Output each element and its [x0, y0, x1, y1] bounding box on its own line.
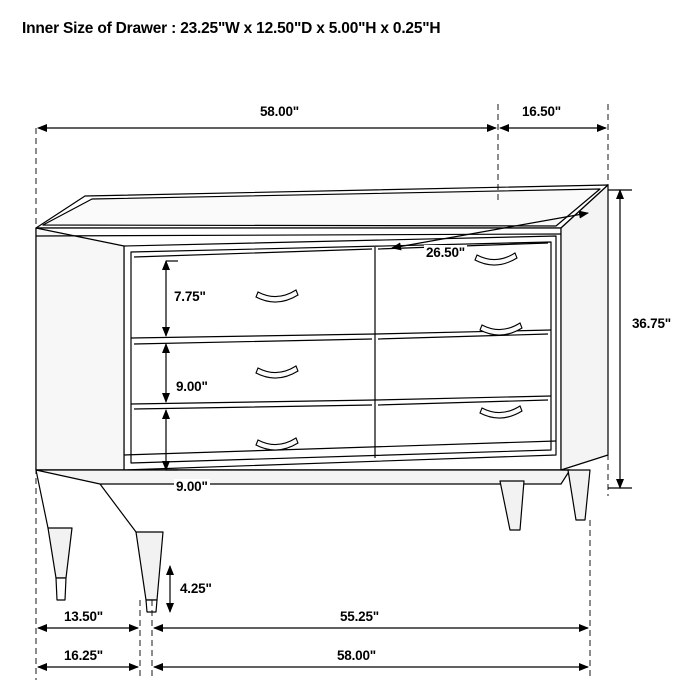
dimension-label-top-right-depth: 16.50"	[522, 104, 561, 119]
dimension-label-leg-height: 4.25"	[180, 581, 212, 596]
dimension-label-top-width: 58.00"	[260, 104, 299, 119]
dimension-label-drawer-inner-depth: 26.50"	[426, 245, 465, 260]
dimension-label-base-width: 55.25"	[340, 609, 379, 624]
dimension-label-overall-height: 36.75"	[632, 316, 671, 331]
dimension-label-left-foot-offset: 13.50"	[64, 609, 103, 624]
page-title: Inner Size of Drawer : 23.25"W x 12.50"D x 5.00"H x 0.25"H	[22, 20, 441, 37]
dimension-label-drawer-height-bottom: 9.00"	[176, 479, 208, 494]
dimension-label-drawer-height-top: 7.75"	[174, 289, 206, 304]
dimension-label-left-foot-outer: 16.25"	[64, 648, 103, 663]
dimension-label-drawer-height-middle: 9.00"	[176, 379, 208, 394]
dresser-outline	[36, 185, 608, 612]
dimension-label-overall-width: 58.00"	[337, 648, 376, 663]
